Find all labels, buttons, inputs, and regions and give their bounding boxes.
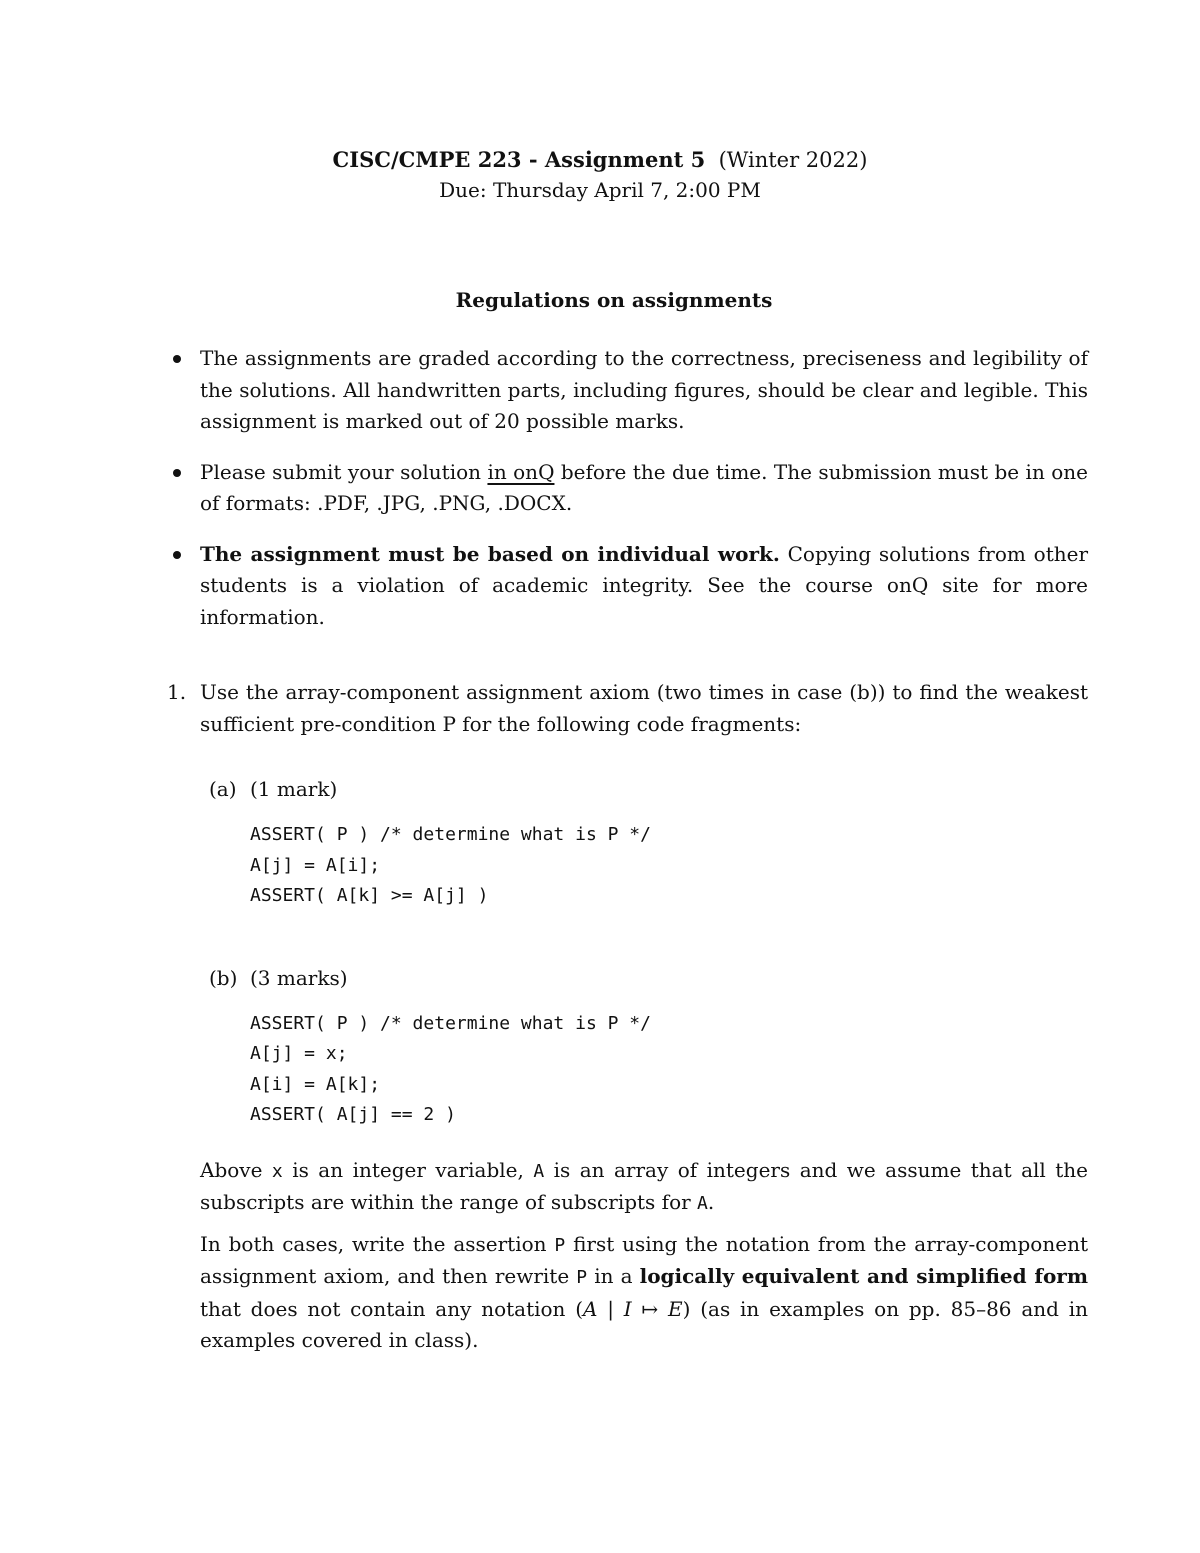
code-block-a <box>250 820 1088 912</box>
onq-link-text: in onQ <box>487 459 555 484</box>
code-inline: x <box>271 1160 283 1182</box>
regulation-text: before the due time. The submission must be in one of formats: .PDF, .JPG, .PNG, .DOCX. <box>200 459 1089 515</box>
para-text: first using the notation from the array-component assignment axiom, and then rewrite <box>200 1231 1088 1288</box>
title-block <box>0 145 1200 205</box>
part-marks: (1 mark) <box>250 777 338 801</box>
question-intro: Use the array-component assignment axiom (two times in case (b)) to find the weakest sufficient pre-condition P for the following code fragments: <box>200 680 1088 736</box>
code-inline: A <box>697 1193 708 1214</box>
part-b <box>209 963 1088 1131</box>
regulations-list <box>200 343 1088 652</box>
para-text: is an array of integers and we assume that all the subscripts are within the range of subscripts for <box>200 1157 1089 1214</box>
assignment-title <box>0 145 1200 175</box>
code-block-b <box>250 1009 1088 1131</box>
code-line: ASSERT( A[j] == 2 ) <box>250 1104 456 1125</box>
regulation-item-integrity <box>200 539 1088 634</box>
regulation-text: Copying solutions from other students is a violation of academic integrity. See the course onQ site for more information. <box>200 541 1089 629</box>
course-title: CISC/CMPE 223 - Assignment 5 <box>332 147 706 172</box>
para-text: that does not contain any notation ( <box>200 1296 584 1321</box>
part-a <box>209 774 1088 912</box>
regulation-item-grading <box>200 343 1088 438</box>
para-text: . <box>707 1190 715 1214</box>
explanation-paragraph <box>200 1155 1088 1220</box>
term-label: (Winter 2022) <box>718 148 868 172</box>
bullet-icon <box>173 469 181 477</box>
regulations-heading: Regulations on assignments <box>455 288 773 312</box>
part-label: (b) <box>209 965 238 990</box>
due-date: Due: Thursday April 7, 2:00 PM <box>439 178 761 202</box>
para-text: In both cases, write the assertion <box>200 1231 555 1256</box>
code-line: A[i] = A[k]; <box>250 1073 381 1095</box>
code-line: A[j] = x; <box>250 1043 348 1064</box>
regulation-item-submission <box>200 457 1088 520</box>
code-inline: A <box>533 1160 545 1182</box>
para-text: ) (as in examples on pp. 85–86 and in examples covered in class). <box>200 1296 1088 1352</box>
question-1 <box>167 677 1089 1357</box>
code-inline: P <box>554 1234 566 1256</box>
question-number: 1. <box>167 680 187 704</box>
math-notation: A | I ↦ E <box>583 1296 683 1321</box>
para-text: Above <box>200 1157 272 1182</box>
code-line: A[j] = A[i]; <box>250 854 381 876</box>
regulation-text: The assignments are graded according to the correctness, preciseness and legibility of the solutions. All handwritten parts, including figures, should be clear and legible. This assignment is marked out of 20 possible marks. <box>200 346 1088 433</box>
regulation-emphasis: The assignment must be based on individual work. <box>200 541 780 566</box>
emphasis-text: logically equivalent and simplified form <box>639 1264 1088 1288</box>
regulation-text: Please submit your solution <box>200 459 488 484</box>
part-marks: (3 marks) <box>250 965 348 990</box>
code-line: ASSERT( P ) /* determine what is P */ <box>250 1012 651 1034</box>
para-text: in a <box>587 1264 640 1288</box>
bullet-icon <box>173 551 181 559</box>
bullet-icon <box>173 355 181 363</box>
instruction-paragraph <box>200 1229 1088 1357</box>
code-line: ASSERT( A[k] >= A[j] ) <box>250 885 489 906</box>
part-label: (a) <box>209 777 237 801</box>
code-inline: P <box>576 1267 588 1288</box>
para-text: is an integer variable, <box>282 1157 534 1182</box>
code-line: ASSERT( P ) /* determine what is P */ <box>250 824 651 845</box>
